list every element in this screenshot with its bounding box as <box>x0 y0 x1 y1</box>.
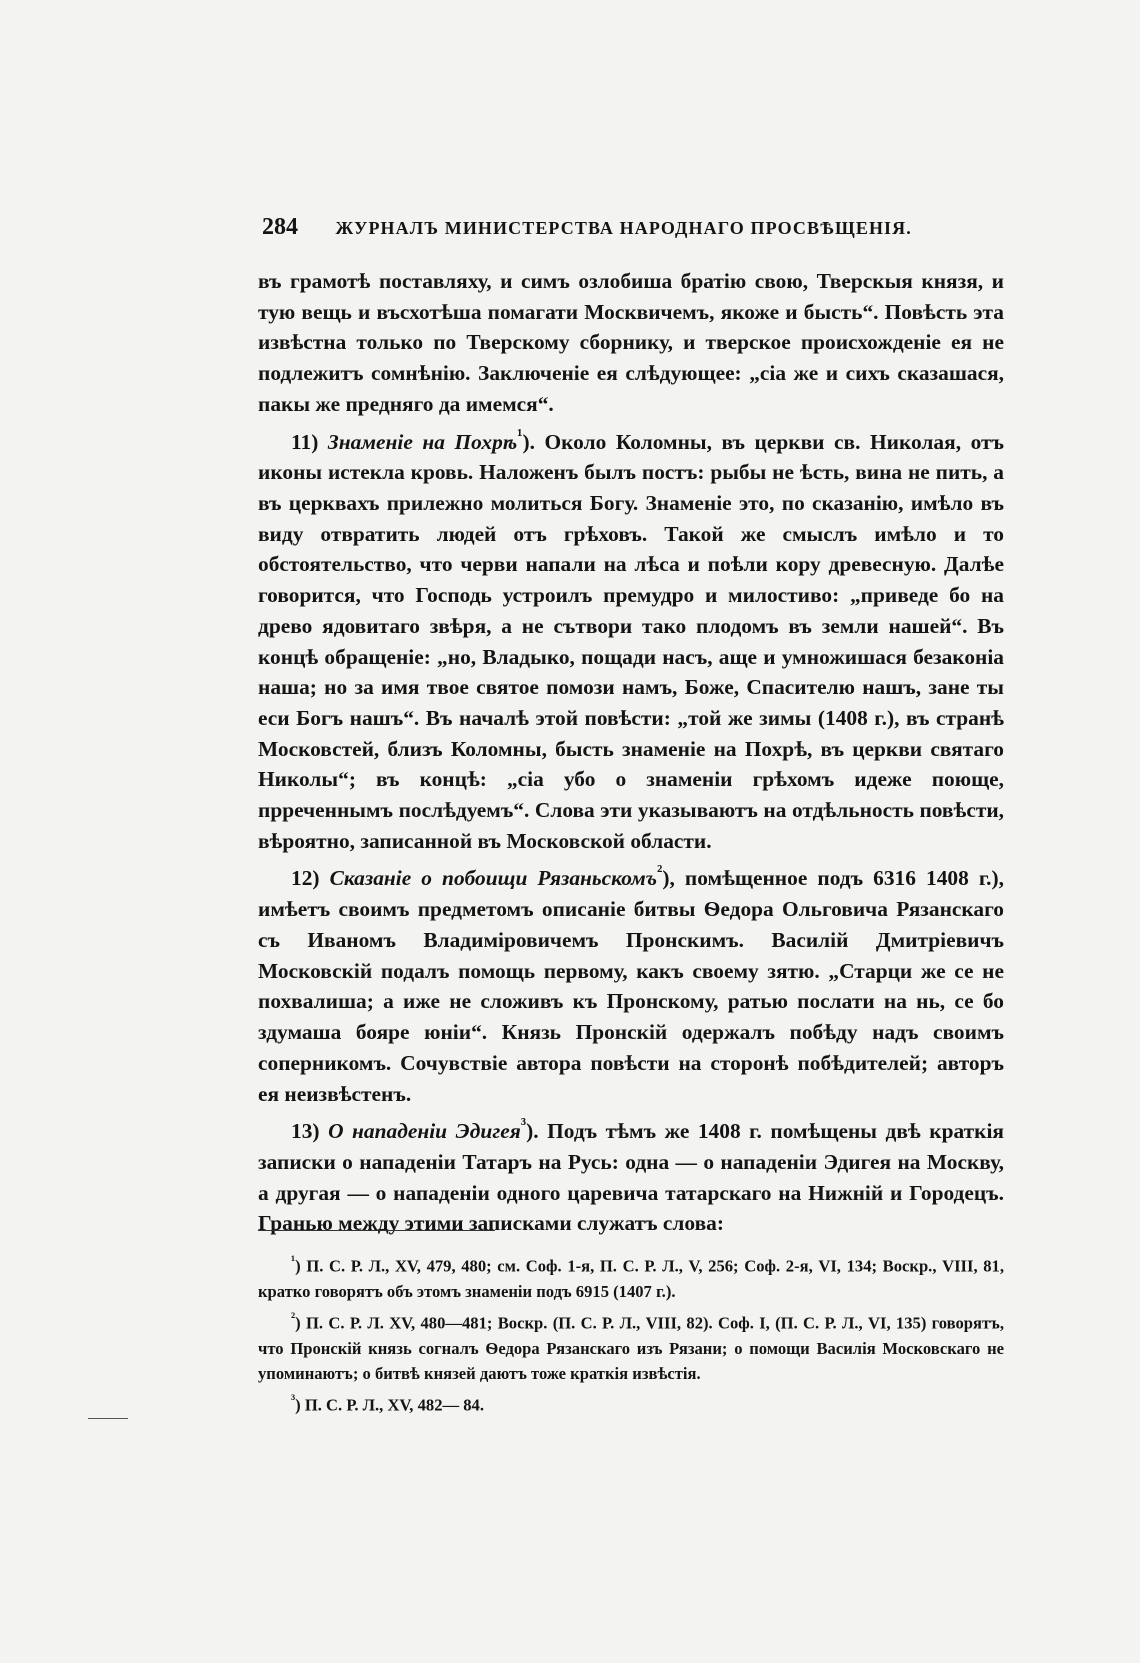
paragraph <box>258 420 1004 857</box>
footnotes <box>258 1248 1004 1418</box>
footnote-text: ) П. С. Р. Л., XV, 482— 84. <box>295 1395 484 1415</box>
paragraph-text: ), помѣщенное подъ 6316 1408 г.), имѣетъ своимъ предметомъ описаніе битвы Ѳедора Ольговича Рязанскаго съ Иваномъ Владиміровичемъ Пронскимъ. Василій Дмитріевичъ Московскій подалъ помощь первому, какъ своему зятю. „Старци же се не похвалиша; а иже не сложивъ къ Пронскому, ратью послати на нь, се бо здумаша бояре юніи“. Князь Пронскій одержалъ побѣду надъ своимъ соперникомъ. Сочувствіе автора повѣсти на сторонѣ побѣдителей; авторъ ея неизвѣстенъ. <box>258 866 1004 1106</box>
footnote-separator <box>258 1230 495 1231</box>
footnote-mark: ¹ <box>291 1253 296 1268</box>
footnote-mark: ² <box>291 1309 296 1325</box>
footnote-ref: ¹ <box>517 424 523 445</box>
footnote-text: ) П. С. Р. Л., XV, 479, 480; см. Соф. 1-я, П. С. Р. Л., V, 256; Соф. 2-я, VI, 134; Воскр., VIII, 81, кратко говорятъ объ этомъ знаменіи подъ 6915 (1407 г.). <box>258 1256 1004 1302</box>
margin-mark <box>88 1418 128 1419</box>
section-title: Знаменіе на Похрѣ <box>327 429 518 454</box>
body-text <box>258 266 1004 1239</box>
paragraph <box>258 1109 1004 1239</box>
paragraph <box>258 266 1004 420</box>
paragraph <box>258 856 1004 1109</box>
paragraph-text: ). Подъ тѣмъ же 1408 г. помѣщены двѣ краткія записки о нападеніи Татаръ на Русь: одна — о нападеніи Эдигея на Москву, а другая — о нападеніи одного царевича татарскаго на Нижній и Городецъ. Гранью между этими записками служатъ слова: <box>258 1119 1004 1236</box>
paragraph-text: 13) <box>291 1119 329 1144</box>
section-title: О нападеніи Эдигея <box>328 1119 521 1144</box>
footnote-text: ) П. С. Р. Л. XV, 480—481; Воскр. (П. С. Р. Л., VIII, 82). Соф. I, (П. С. Р. Л., VI, 135) говорятъ, что Пронскій князь согналъ Ѳедора Рязанскаго изъ Рязани; о помощи Василія Московскаго не упоминаютъ; о битвѣ князей даютъ тоже краткія извѣстія. <box>258 1313 1004 1384</box>
page-header <box>262 212 1002 243</box>
paragraph-text: въ грамотѣ поставляху, и симъ озлобиша братію свою, Тверскыя князя, и тую вещь и въсхотѣша помагати Москвичемъ, якоже и бысть“. Повѣсть эта извѣстна только по Тверскому сборнику, и тверское происхожденіе ея не подлежитъ сомнѣнію. Заключеніе ея слѣдующее: „сіа же и сихъ сказашася, пакы же предняго да имемся“. <box>258 269 1004 416</box>
footnote <box>258 1305 1004 1387</box>
paragraph-text: 11) <box>291 429 328 454</box>
footnote-mark: ³ <box>291 1391 296 1407</box>
footnote-ref: ³ <box>520 1114 527 1135</box>
running-title: ЖУРНАЛЪ МИНИСТЕРСТВА НАРОДНАГО ПРОСВѢЩЕНІЯ. <box>335 218 912 238</box>
paragraph-text: ). Около Коломны, въ церкви св. Николая, отъ иконы истекла кровь. Наложенъ былъ постъ: рыбы не ѣсть, вина не пить, а въ церквахъ прилежно молиться Богу. Знаменіе это, по сказанію, имѣло въ виду отвратить людей отъ грѣховъ. Такой же смыслъ имѣло и то обстоятельство, что черви напали на лѣса и поѣли кору древесную. Далѣе говорится, что Господь устроилъ премудро и милостиво: „приведе бо на древо ядовитаго звѣря, а не сътвори тако плодомъ въ земли нашей“. Въ концѣ обращеніе: „но, Владыко, пощади насъ, аще и умножишася безаконіа наша; но за имя твое святое помози намъ, Боже, Спасителю нашъ, зане ты еси Богъ нашъ“. Въ началѣ этой повѣсти: „той же зимы (1408 г.), въ странѣ Московстей, близъ Коломны, бысть знаменіе на Похрѣ, въ церкви святаго Николы“; въ концѣ: „сіа убо о знаменіи грѣхомъ идеже поюще, прреченнымъ послѣдуемъ“. Слова эти указываютъ на отдѣльность повѣсти, вѣроятно, записанной въ Московской области. <box>258 429 1004 853</box>
paragraph-text: 12) <box>291 866 330 891</box>
footnote <box>258 1248 1004 1305</box>
page-number: 284 <box>262 214 298 240</box>
footnote-ref: ² <box>657 861 663 882</box>
footnote <box>258 1387 1004 1418</box>
section-title: Сказаніе о побоищи Рязаньскомъ <box>329 866 657 891</box>
